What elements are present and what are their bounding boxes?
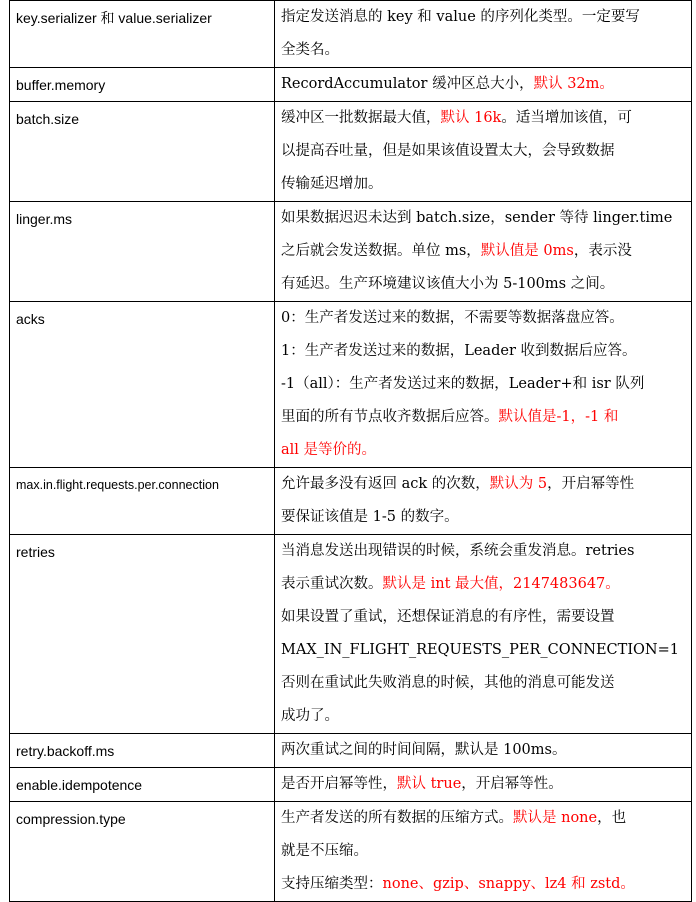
description-line: [281, 535, 683, 568]
param-description-cell: [275, 468, 692, 535]
param-name-cell: acks: [10, 302, 275, 468]
description-text: 否则在重试此失败消息的时候，其他的消息可能发送: [281, 675, 615, 691]
param-name-cell: buffer.memory: [10, 68, 275, 102]
default-value-highlight: 默认 16k: [440, 110, 502, 126]
param-description-cell: [275, 202, 692, 302]
config-row: [10, 1, 692, 68]
description-text: 有延迟。生产环境建议该值大小为 5-100ms 之间。: [281, 276, 615, 292]
producer-config-table: [9, 0, 692, 902]
description-text: 里面的所有节点收齐数据后应答。: [281, 409, 499, 425]
config-row: [10, 302, 692, 468]
description-line: [281, 368, 683, 401]
param-description-cell: [275, 68, 692, 102]
description-line: [281, 700, 683, 733]
description-text: RecordAccumulator 缓冲区总大小，: [281, 76, 534, 92]
description-text: 允许最多没有返回 ack 的次数，: [281, 476, 490, 492]
param-name-cell: key.serializer 和 value.serializer: [10, 1, 275, 68]
config-row: [10, 768, 692, 802]
description-line: [281, 501, 683, 534]
description-line: [281, 835, 683, 868]
description-text: 生产者发送的所有数据的压缩方式。: [281, 810, 513, 826]
param-name-cell: compression.type: [10, 802, 275, 902]
description-text: 之后就会发送数据。单位 ms，: [281, 243, 481, 259]
description-text: -1（all）：生产者发送过来的数据，Leader+和 isr 队列: [281, 376, 645, 392]
default-value-highlight: 默认 32m。: [533, 76, 614, 92]
default-value-highlight: none、gzip、snappy、lz4 和 zstd。: [382, 876, 635, 892]
description-line: [281, 34, 683, 67]
description-text: 如果数据迟迟未达到 batch.size，sender 等待 linger.time: [281, 210, 673, 226]
default-value-highlight: 默认 true: [397, 776, 462, 792]
param-name-cell: retry.backoff.ms: [10, 734, 275, 768]
description-line: [281, 102, 683, 135]
description-line: [281, 667, 683, 700]
description-line: [281, 768, 683, 801]
description-text: 是否开启幂等性，: [281, 776, 397, 792]
description-text: 就是不压缩。: [281, 843, 368, 859]
config-row: [10, 535, 692, 734]
config-row: [10, 734, 692, 768]
description-text: 当消息发送出现错误的时候，系统会重发消息。retries: [281, 543, 635, 559]
param-description-cell: [275, 302, 692, 468]
description-text: 支持压缩类型：: [281, 876, 383, 892]
config-row: [10, 468, 692, 535]
description-line: [281, 1, 683, 34]
param-name-cell: max.in.flight.requests.per.connection: [10, 468, 275, 535]
description-text: 成功了。: [281, 708, 339, 724]
description-line: [281, 168, 683, 201]
description-text: 1：生产者发送过来的数据，Leader 收到数据后应答。: [281, 343, 637, 359]
description-text: 全类名。: [281, 42, 339, 58]
config-row: [10, 102, 692, 202]
description-line: [281, 202, 683, 235]
param-name-cell: linger.ms: [10, 202, 275, 302]
param-name-cell: enable.idempotence: [10, 768, 275, 802]
description-text: 要保证该值是 1-5 的数字。: [281, 509, 459, 525]
param-description-cell: [275, 802, 692, 902]
description-text: ，开启幂等性: [547, 476, 635, 492]
description-text: 表示重试次数。: [281, 576, 383, 592]
param-description-cell: [275, 734, 692, 768]
description-line: [281, 335, 683, 368]
description-line: [281, 468, 683, 501]
param-description-cell: [275, 102, 692, 202]
default-value-highlight: 默认是 none: [513, 810, 598, 826]
default-value-highlight: 默认是 int 最大值，2147483647。: [382, 576, 620, 592]
default-value-highlight: 默认值是-1，-1 和: [498, 409, 619, 425]
default-value-highlight: 默认为 5: [489, 476, 548, 492]
description-text: 缓冲区一批数据最大值，: [281, 110, 441, 126]
description-text: ，也: [597, 810, 627, 826]
config-row: [10, 802, 692, 902]
description-line: [281, 434, 683, 467]
description-line: [281, 802, 683, 835]
param-description-cell: [275, 1, 692, 68]
description-text: 。适当增加该值，可: [501, 110, 632, 126]
description-text: 指定发送消息的 key 和 value 的序列化类型。一定要写: [281, 9, 640, 25]
config-row: [10, 202, 692, 302]
description-line: [281, 634, 683, 667]
description-text: 两次重试之间的时间间隔，默认是 100ms。: [281, 742, 567, 758]
default-value-highlight: all 是等价的。: [281, 442, 377, 458]
param-description-cell: [275, 535, 692, 734]
description-line: [281, 734, 683, 767]
description-text: ，开启幂等性。: [461, 776, 563, 792]
description-text: 以提高吞吐量，但是如果该值设置太大，会导致数据: [281, 143, 615, 159]
description-line: [281, 135, 683, 168]
config-table-container: [9, 0, 692, 902]
description-text: ，表示没: [573, 243, 632, 259]
description-text: MAX_IN_FLIGHT_REQUESTS_PER_CONNECTION=1: [281, 642, 679, 658]
param-description-cell: [275, 768, 692, 802]
description-line: [281, 401, 683, 434]
description-text: 如果设置了重试，还想保证消息的有序性，需要设置: [281, 609, 615, 625]
description-line: [281, 302, 683, 335]
default-value-highlight: 默认值是 0ms: [480, 243, 574, 259]
config-row: [10, 68, 692, 102]
param-name-cell: retries: [10, 535, 275, 734]
description-line: [281, 601, 683, 634]
description-line: [281, 68, 683, 101]
param-name-cell: batch.size: [10, 102, 275, 202]
config-table-body: [10, 1, 692, 902]
description-line: [281, 568, 683, 601]
description-line: [281, 268, 683, 301]
description-text: 传输延迟增加。: [281, 176, 383, 192]
description-text: 0：生产者发送过来的数据，不需要等数据落盘应答。: [281, 310, 624, 326]
description-line: [281, 235, 683, 268]
